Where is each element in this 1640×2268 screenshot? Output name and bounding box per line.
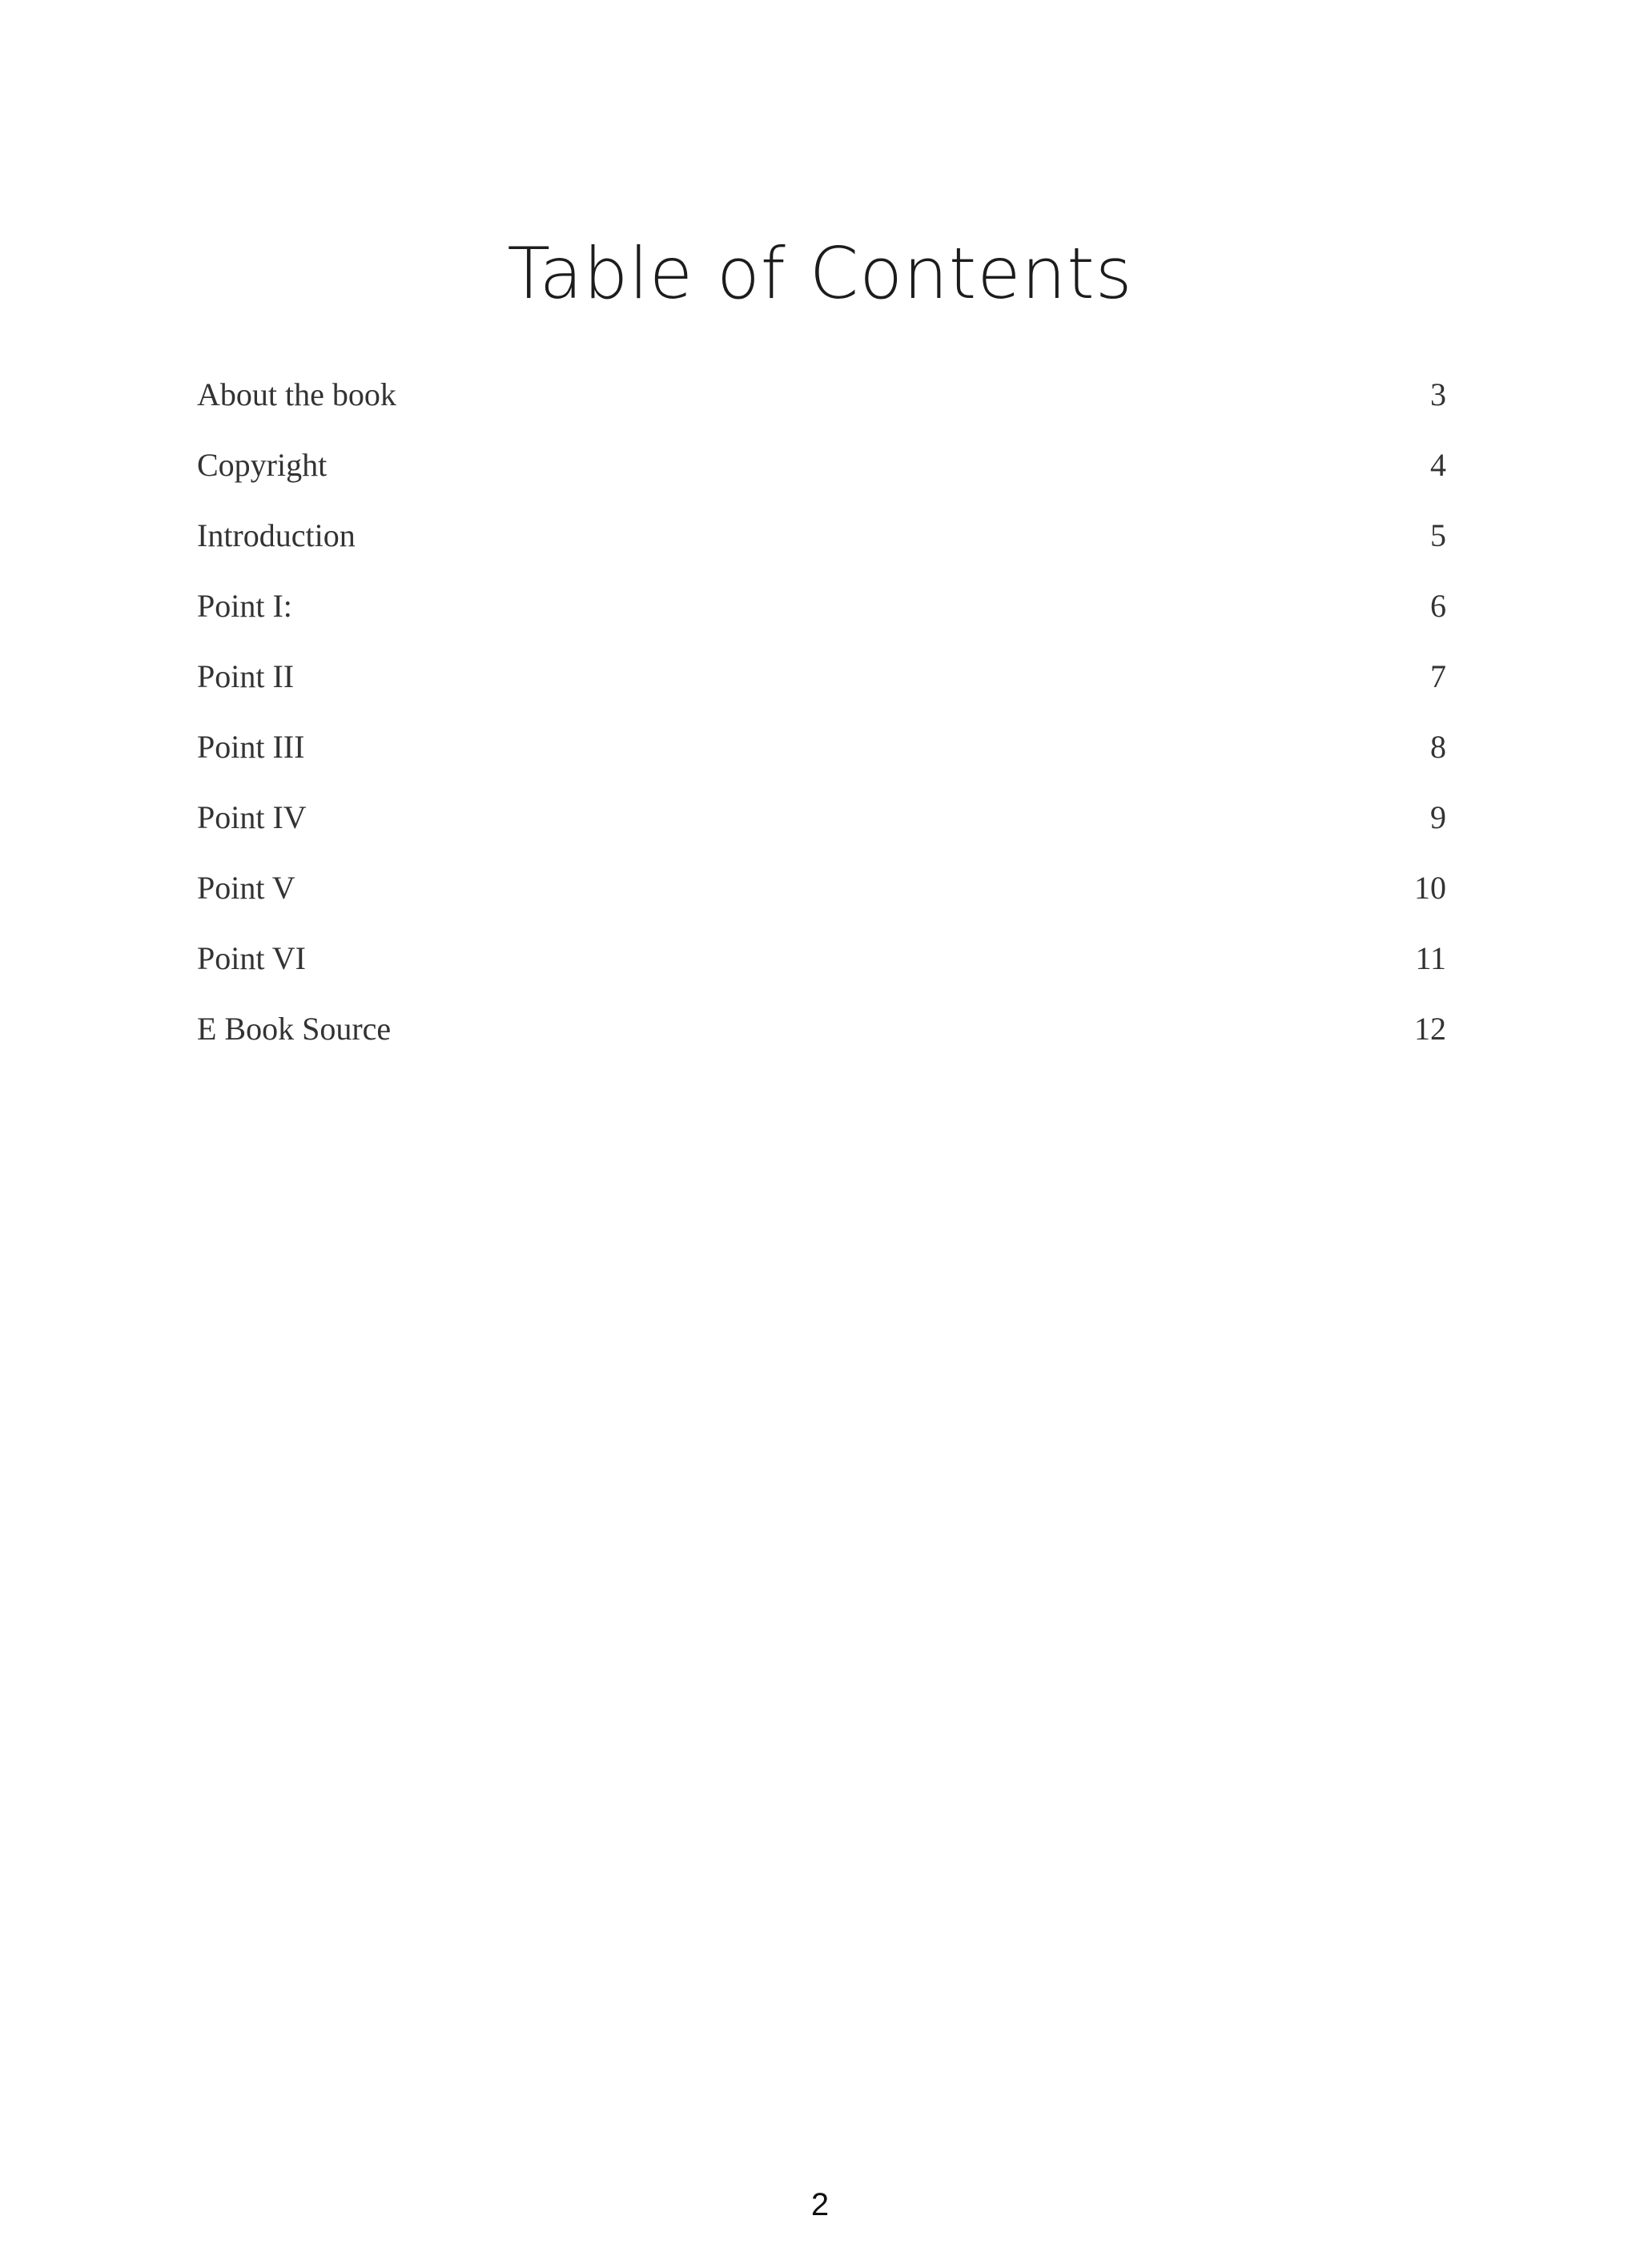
toc-entry-copyright[interactable] bbox=[197, 435, 1446, 505]
toc-entry-point-i[interactable] bbox=[197, 576, 1446, 646]
toc-entry-point-v[interactable] bbox=[197, 858, 1446, 928]
toc-entry-page-number: 9 bbox=[1430, 799, 1446, 835]
page-title: Table of Contents bbox=[507, 231, 1133, 315]
table-of-contents bbox=[197, 364, 1446, 1069]
toc-entry-point-iv[interactable] bbox=[197, 787, 1446, 858]
toc-entry-point-iii[interactable] bbox=[197, 717, 1446, 787]
toc-entry-page-number: 7 bbox=[1430, 658, 1446, 694]
toc-entry-point-vi[interactable] bbox=[197, 928, 1446, 999]
toc-entry-page-number: 12 bbox=[1414, 1011, 1446, 1047]
toc-entry-label: Point II bbox=[197, 658, 295, 694]
page-number: 2 bbox=[810, 2187, 830, 2222]
toc-entry-introduction[interactable] bbox=[197, 505, 1446, 576]
toc-entry-label: Introduction bbox=[197, 517, 356, 553]
toc-entry-page-number: 3 bbox=[1430, 376, 1446, 412]
toc-entry-label: Point V bbox=[197, 870, 295, 906]
toc-entry-label: E Book Source bbox=[197, 1011, 392, 1047]
toc-entry-page-number: 10 bbox=[1414, 870, 1446, 906]
toc-entry-label: Point VI bbox=[197, 940, 306, 976]
toc-entry-label: Point IV bbox=[197, 799, 307, 835]
toc-entry-e-book-source[interactable] bbox=[197, 999, 1446, 1069]
toc-entry-page-number: 11 bbox=[1415, 940, 1446, 976]
toc-entry-page-number: 5 bbox=[1430, 517, 1446, 553]
toc-entry-label: Point III bbox=[197, 729, 305, 765]
toc-entry-page-number: 6 bbox=[1430, 588, 1446, 624]
toc-entry-label: Point I: bbox=[197, 588, 292, 624]
toc-entry-label: About the book bbox=[197, 376, 396, 412]
toc-entry-page-number: 8 bbox=[1430, 729, 1446, 765]
toc-entry-label: Copyright bbox=[197, 447, 328, 483]
toc-entry-point-ii[interactable] bbox=[197, 646, 1446, 717]
toc-entry-page-number: 4 bbox=[1430, 447, 1446, 483]
toc-entry-about-the-book[interactable] bbox=[197, 364, 1446, 435]
